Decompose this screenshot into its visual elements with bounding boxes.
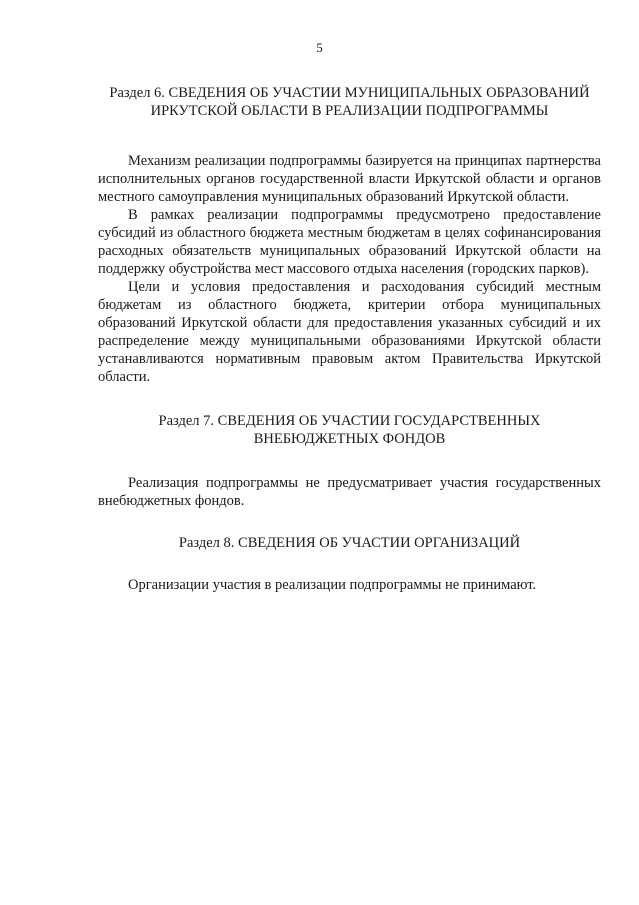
section-7-heading <box>98 412 601 448</box>
section-8-paragraph-1: Организации участия в реализации подпрограммы не принимают. <box>128 577 537 593</box>
section-8-heading <box>98 534 601 552</box>
section-7-paragraph-1: Реализация подпрограммы не предусматривает участия государственных внебюджетных фондов. <box>98 475 601 509</box>
section-6-heading <box>98 84 601 120</box>
section-6-paragraph-2: В рамках реализации подпрограммы предусмотрено предоставление субсидий из областного бюджета местным бюджетам в целях софинансирования расходных обязательств муниципальных образований Иркутской области на поддержку обустройства мест массового отдыха населения (городских парков). <box>98 207 601 277</box>
section-6-paragraph-1: Механизм реализации подпрограммы базируется на принципах партнерства исполнительных органов государственной власти Иркутской области и органов местного самоуправления муниципальных образований Иркутской области. <box>98 153 601 205</box>
page-number: 5 <box>316 40 323 55</box>
section-7-heading-line-1: Раздел 7. СВЕДЕНИЯ ОБ УЧАСТИИ ГОСУДАРСТВЕННЫХ <box>158 413 541 429</box>
spacer <box>98 552 601 576</box>
section-6-heading-line-1: Раздел 6. СВЕДЕНИЯ ОБ УЧАСТИИ МУНИЦИПАЛЬНЫХ ОБРАЗОВАНИЙ <box>109 85 590 101</box>
spacer <box>98 120 601 152</box>
section-6-paragraph-3: Цели и условия предоставления и расходования субсидий местным бюджетам из областного бюджета, критерии отбора муниципальных образований Иркутской области для предоставления указанных субсидий и их распределение между муниципальными образованиями Иркутской области устанавливаются нормативным правовым актом Правительства Иркутской области. <box>98 279 601 385</box>
spacer <box>98 510 601 534</box>
spacer <box>98 386 601 412</box>
document-body <box>98 84 601 594</box>
section-8-heading-line-1: Раздел 8. СВЕДЕНИЯ ОБ УЧАСТИИ ОРГАНИЗАЦИЙ <box>178 535 521 551</box>
section-7-heading-line-2: ВНЕБЮДЖЕТНЫХ ФОНДОВ <box>253 431 446 447</box>
spacer <box>98 448 601 474</box>
section-6-heading-line-2: ИРКУТСКОЙ ОБЛАСТИ В РЕАЛИЗАЦИИ ПОДПРОГРАММЫ <box>150 103 549 119</box>
